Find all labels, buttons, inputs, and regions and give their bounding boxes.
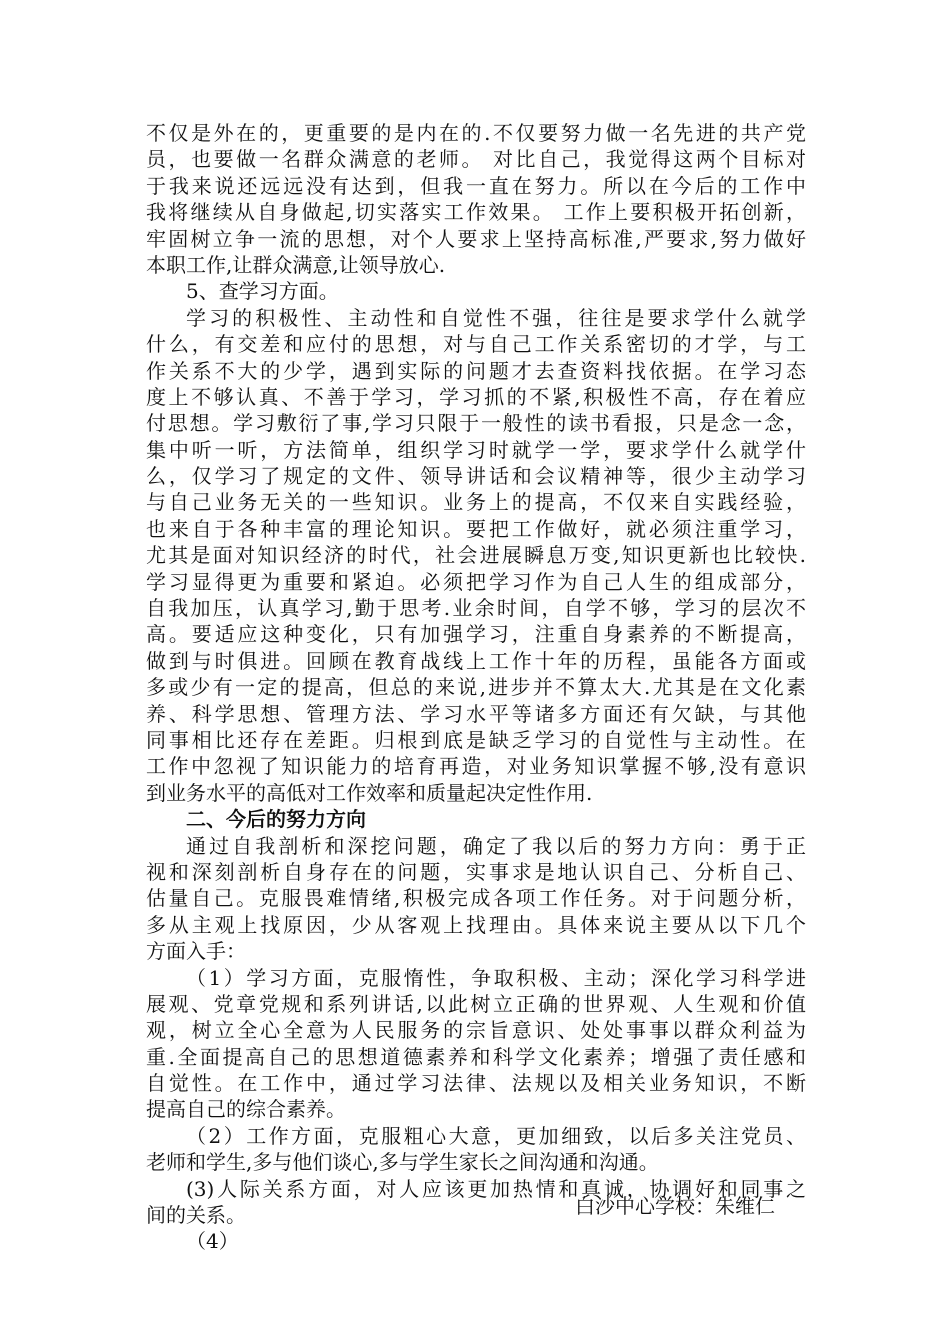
text-line: 尤其是面对知识经济的时代，社会进展瞬息万变,知识更新也比较快.	[146, 543, 806, 568]
text-line: 做到与时俱进。回顾在教育战线上工作十年的历程，虽能各方面或	[146, 648, 806, 673]
signature: 白沙中心学校：朱维仁	[575, 1194, 775, 1218]
text-line: （4）	[186, 1229, 239, 1254]
text-line: 自我加压，认真学习,勤于思考.业余时间，自学不够，学习的层次不	[146, 596, 806, 621]
text-line: 同事相比还存在差距。归根到底是缺乏学习的自觉性与主动性。在	[146, 727, 806, 752]
text-line: 估量自己。克服畏难情绪,积极完成各项工作任务。对于问题分析，	[146, 886, 806, 911]
text-line: 重.全面提高自己的思想道德素养和科学文化素养；增强了责任感和	[146, 1044, 806, 1069]
text-line: 员，也要做一名群众满意的老师。 对比自己，我觉得这两个目标对	[146, 147, 806, 172]
text-line: 与自己业务无关的一些知识。业务上的提高，不仅来自实践经验，	[146, 490, 806, 515]
text-line: 牢固树立争一流的思想，对个人要求上坚持高标准,严要求,努力做好	[146, 226, 806, 251]
body-text	[146, 120, 806, 1255]
text-line: 老师和学生,多与他们谈心,多与学生家长之间沟通和沟通。	[146, 1150, 659, 1175]
text-line: 间的关系。	[146, 1203, 246, 1228]
text-line: (3)人际关系方面，对人应该更加热情和真诚，协调好和同事之	[186, 1176, 806, 1201]
text-line: 5、查学习方面。	[186, 279, 339, 304]
text-line: 学习的积极性、主动性和自觉性不强，往往是要求学什么就学	[186, 305, 806, 330]
text-line: 视和深刻剖析自身存在的问题，实事求是地认识自己、分析自己、	[146, 859, 806, 884]
text-line: 高。要适应这种变化，只有加强学习，注重自身素养的不断提高，	[146, 622, 806, 647]
text-line: 工作中忽视了知识能力的培育再造，对业务知识掌握不够,没有意识	[146, 754, 806, 779]
text-line: 方面入手：	[146, 939, 246, 964]
text-line: （1）学习方面，克服惰性，争取积极、主动；深化学习科学进	[186, 965, 806, 990]
text-line: 通过自我剖析和深挖问题，确定了我以后的努力方向：勇于正	[186, 833, 806, 858]
text-line: 我将继续从自身做起,切实落实工作效果。 工作上要积极开拓创新，	[146, 200, 806, 225]
text-line: 集中听一听，方法简单，组织学习时就学一学，要求学什么就学什	[146, 437, 806, 462]
text-line: 度上不够认真、不善于学习，学习抓的不紧,积极性不高，存在着应	[146, 384, 806, 409]
text-line: 什么，有交差和应付的思想，对与自己工作关系密切的才学，与工	[146, 332, 806, 357]
text-line: 也来自于各种丰富的理论知识。要把工作做好，就必须注重学习，	[146, 516, 806, 541]
text-line: 到业务水平的高低对工作效率和质量起决定性作用.	[146, 780, 593, 805]
text-line: 观，树立全心全意为人民服务的宗旨意识、处处事事以群众利益为	[146, 1018, 806, 1043]
text-line: 养、科学思想、管理方法、学习水平等诸多方面还有欠缺，与其他	[146, 701, 806, 726]
text-line: 自觉性。在工作中，通过学习法律、法规以及相关业务知识，不断	[146, 1071, 806, 1096]
text-line: （2）工作方面，克服粗心大意，更加细致，以后多关注党员、	[186, 1123, 806, 1148]
text-line: 多从主观上找原因，少从客观上找理由。具体来说主要从以下几个	[146, 912, 806, 937]
text-line: 多或少有一定的提高，但总的来说,进步并不算太大.尤其是在文化素	[146, 675, 806, 700]
text-line: 学习显得更为重要和紧迫。必须把学习作为自己人生的组成部分，	[146, 569, 806, 594]
text-line: 于我来说还远远没有达到，但我一直在努力。所以在今后的工作中	[146, 173, 806, 198]
section-heading: 二、今后的努力方向	[186, 807, 366, 832]
text-line: 作关系不大的少学，遇到实际的问题才去查资料找依据。在学习态	[146, 358, 806, 383]
text-line: 本职工作,让群众满意,让领导放心.	[146, 252, 446, 277]
text-line: 么，仅学习了规定的文件、领导讲话和会议精神等，很少主动学习	[146, 464, 806, 489]
text-line: 不仅是外在的，更重要的是内在的.不仅要努力做一名先进的共产党	[146, 121, 806, 145]
text-line: 提高自己的综合素养。	[146, 1097, 346, 1122]
text-line: 付思想。学习敷衍了事,学习只限于一般性的读书看报，只是念一念，	[146, 411, 806, 436]
text-line: 展观、党章党规和系列讲话,以此树立正确的世界观、人生观和价值	[146, 991, 806, 1016]
